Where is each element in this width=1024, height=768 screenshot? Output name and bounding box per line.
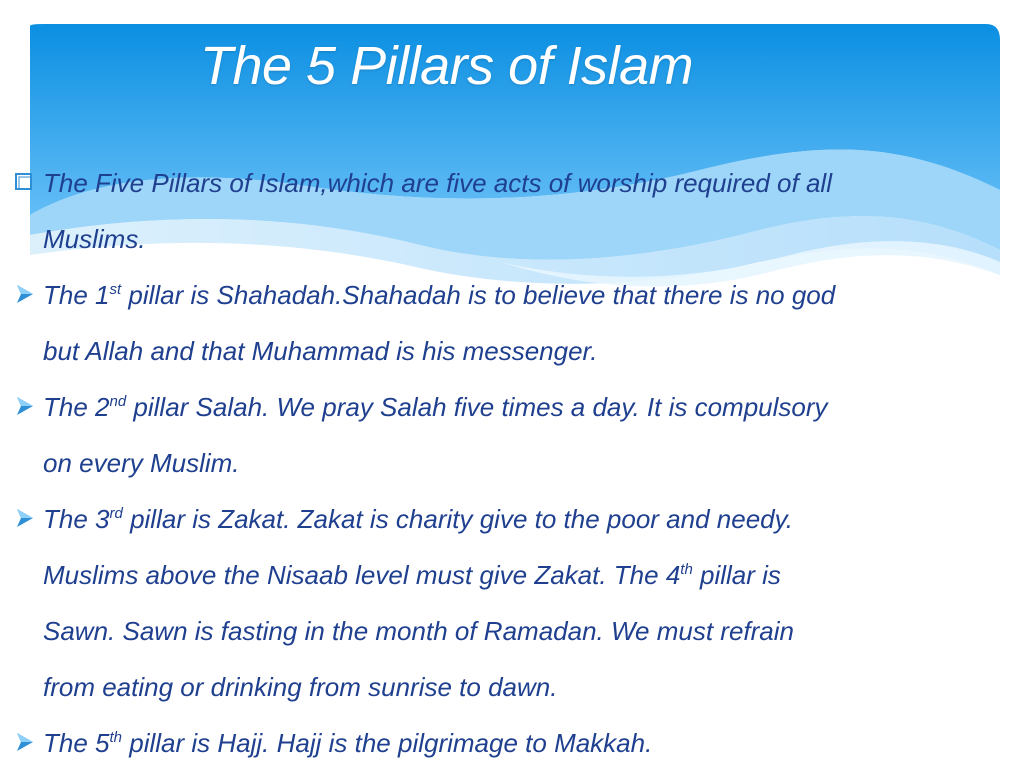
arrow-bullet-icon	[16, 379, 40, 435]
bullet-item	[0, 155, 1024, 267]
arrow-bullet-icon	[16, 491, 40, 547]
arrow-bullet-icon	[16, 267, 40, 323]
bullet-text-line	[43, 659, 1024, 715]
bullet-text: The Five Pillars of Islam,which are five acts of worship required of all	[43, 168, 832, 198]
bullet-text: The 1	[43, 280, 110, 310]
bullet-item	[0, 491, 1024, 715]
slide-title: The 5 Pillars of Islam	[200, 36, 694, 96]
bullet-item	[0, 267, 1024, 379]
bullet-item	[0, 715, 1024, 768]
bullet-item	[0, 379, 1024, 491]
bullet-text: The 3	[43, 504, 110, 534]
ordinal-suffix: rd	[109, 505, 123, 522]
bullet-text: on every Muslim.	[43, 448, 240, 478]
bullet-text: pillar is	[692, 560, 781, 590]
bullet-text: pillar Salah. We pray Salah five times a day. It is compulsory	[126, 392, 828, 422]
ordinal-suffix: th	[680, 561, 693, 578]
ordinal-suffix: st	[109, 281, 122, 298]
bullet-text-line	[43, 211, 1024, 267]
bullet-text-line	[43, 603, 1024, 659]
ordinal-suffix: th	[109, 729, 123, 746]
bullet-text: Sawn. Sawn is fasting in the month of Ramadan. We must refrain	[43, 616, 794, 646]
bullet-text: pillar is Hajj. Hajj is the pilgrimage to Makkah.	[122, 728, 653, 758]
bullet-text: from eating or drinking from sunrise to dawn.	[43, 672, 558, 702]
bullet-text-line	[43, 491, 1024, 547]
bullet-text: The 2	[43, 392, 110, 422]
bullet-list	[0, 155, 1024, 768]
bullet-text-line	[43, 715, 1024, 768]
square-bullet-icon	[14, 155, 38, 211]
bullet-text: pillar is Zakat. Zakat is charity give to the poor and needy.	[122, 504, 793, 534]
bullet-text-line	[43, 379, 1024, 435]
bullet-text-line	[43, 155, 1024, 211]
bullet-text-line	[43, 435, 1024, 491]
arrow-bullet-icon	[16, 715, 40, 768]
bullet-text: pillar is Shahadah.Shahadah is to believe that there is no god	[121, 280, 836, 310]
bullet-text-line	[43, 547, 1024, 603]
bullet-text: Muslims above the Nisaab level must give Zakat. The 4	[43, 560, 681, 590]
bullet-text-line	[43, 267, 1024, 323]
ordinal-suffix: nd	[109, 393, 127, 410]
bullet-text-line	[43, 323, 1024, 379]
bullet-text: Muslims.	[43, 224, 146, 254]
bullet-text: but Allah and that Muhammad is his messenger.	[43, 336, 598, 366]
bullet-text: The 5	[43, 728, 110, 758]
